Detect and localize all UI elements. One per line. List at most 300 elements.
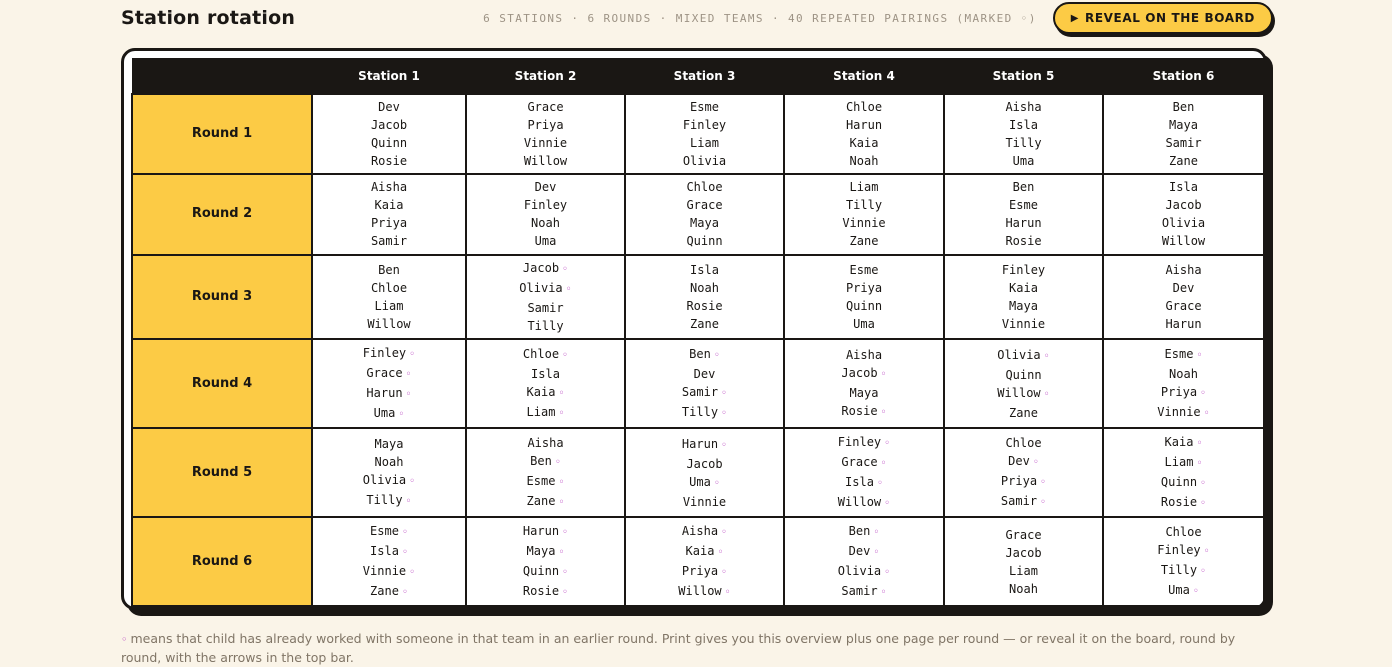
round-row [132,255,1264,340]
repeat-marker-icon: ◦ [1040,476,1047,488]
team-member [467,403,624,423]
child-name: Harun [1005,216,1042,231]
team-member [313,196,465,214]
team-cell [466,517,625,606]
repeat-marker-icon: ◦ [721,439,728,451]
team-member [467,178,624,196]
team-cell [625,174,784,254]
round-row [132,174,1264,254]
child-name: Samir [370,234,408,249]
team-cell [784,339,944,428]
team-cell [944,174,1103,254]
child-name: Uma [373,405,396,420]
round-label: Round 2 [132,174,312,254]
team-cell [784,517,944,606]
repeat-marker-icon: ◦ [1196,437,1203,449]
child-name: Ben [1012,180,1035,195]
team-cell [1103,517,1264,606]
team-cell [1103,255,1264,340]
team-member [467,152,624,170]
repeat-marker-icon: ◦ [554,456,561,468]
child-name: Harun [681,436,719,451]
team-member [1104,453,1263,473]
team-member [785,493,943,513]
round-row [132,339,1264,428]
child-name: Dev [848,543,871,558]
team-member [945,315,1102,333]
team-member [785,261,943,279]
team-member [467,434,624,452]
child-name: Willow [523,154,568,169]
child-name: Samir [1000,493,1038,508]
child-name: Noah [531,216,560,231]
child-name: Uma [853,316,875,331]
child-name: Noah [374,454,404,469]
child-name: Vinnie [523,136,568,151]
team-member [313,279,465,297]
team-member [785,196,943,214]
child-name: Maya [374,436,404,451]
team-member [467,299,624,317]
child-name: Priya [1000,473,1038,488]
team-member [945,116,1102,134]
child-name: Aisha [370,180,408,195]
child-name: Priya [370,216,408,231]
team-member [626,178,783,196]
team-member [467,134,624,152]
child-name: Grace [1165,298,1202,313]
child-name: Chloe [522,346,560,361]
team-member [626,134,783,152]
team-member [1104,315,1263,333]
repeat-marker-icon: ◦ [401,526,408,538]
child-name: Zane [1169,154,1198,169]
child-name: Maya [1009,298,1038,313]
team-member [945,544,1102,562]
child-name: Samir [1165,136,1202,151]
child-name: Aisha [1165,262,1202,277]
repeat-marker-icon: ◦ [562,349,569,361]
repeat-marker-icon: ◦ [721,526,728,538]
team-member [945,98,1102,116]
team-member [467,492,624,512]
child-name: Kaia [1164,434,1194,449]
repeat-marker-icon: ◦ [876,477,883,489]
team-member [313,178,465,196]
team-member [945,297,1102,315]
team-member [785,178,943,196]
team-member [626,232,783,250]
team-cell [466,428,625,517]
team-member [785,134,943,152]
team-member [626,493,783,511]
child-name: Uma [1168,582,1190,597]
child-name: Maya [526,543,556,558]
team-member [467,232,624,250]
child-name: Kaia [374,198,404,213]
team-member [313,134,465,152]
child-name: Tilly [1160,562,1198,577]
team-member [313,214,465,232]
team-member [785,522,943,542]
team-cell [625,428,784,517]
reveal-button-label: REVEAL ON THE BOARD [1085,11,1255,25]
team-cell [312,255,466,340]
team-member [945,261,1102,279]
repeat-marker-icon: ◦ [405,495,412,507]
child-name: Isla [1009,118,1038,133]
child-name: Grace [841,454,878,469]
child-name: Jacob [522,260,560,275]
child-name: Rosie [370,154,408,169]
repeat-marker-icon: ◦ [880,586,887,598]
repeat-marker-icon: ◦ [558,387,565,399]
team-member [945,134,1102,152]
team-member [467,562,624,582]
child-name: Isla [1169,180,1198,195]
team-member [1104,493,1263,513]
team-member [1104,152,1263,170]
child-name: Quinn [1005,367,1042,382]
child-name: Uma [534,234,557,249]
child-name: Vinnie [682,494,727,509]
team-member [945,214,1102,232]
child-name: Dev [534,180,557,195]
child-name: Isla [690,262,719,277]
child-name: Harun [366,385,403,400]
repeat-marker-icon: ◦ [873,546,880,558]
repeat-marker-icon: ◦ [721,407,728,419]
repeat-marker-icon: ◦ [1200,477,1207,489]
team-cell [625,94,784,174]
team-cell [625,255,784,340]
team-member [1104,403,1263,423]
child-name: Willow [678,583,722,598]
team-cell [784,428,944,517]
team-member [785,116,943,134]
team-member [945,346,1102,366]
child-name: Rosie [686,298,723,313]
repeat-marker-icon: ◦ [1203,545,1210,557]
child-name: Noah [1009,581,1038,596]
team-member [626,116,783,134]
child-name: Dev [693,366,716,381]
repeat-marker-icon: ◦ [1200,565,1207,577]
child-name: Zane [690,316,719,331]
child-name: Ben [378,262,400,277]
repeat-marker-icon: ◦ [562,586,569,598]
team-member [467,365,624,383]
child-name: Tilly [527,318,564,333]
child-name: Willow [1161,234,1206,249]
child-name: Finley [1157,542,1201,557]
team-cell [625,339,784,428]
team-member [626,345,783,365]
round-row [132,428,1264,517]
team-member [1104,98,1263,116]
repeat-marker-icon: ◦ [405,388,412,400]
team-member [1104,581,1263,601]
team-member [313,384,465,404]
team-member [313,404,465,424]
team-member [467,345,624,365]
repeat-marker-icon: ◦ [880,457,887,469]
round-row [132,517,1264,606]
team-member [313,315,465,333]
repeat-marker-icon: ◦ [1196,349,1203,361]
team-member [313,261,465,279]
header-row [132,59,1264,95]
repeat-marker-icon: ◦ [713,349,720,361]
team-member [467,116,624,134]
repeat-marker-icon: ◦ [558,407,565,419]
team-member [313,152,465,170]
child-name: Esme [690,100,719,115]
team-member [1104,178,1263,196]
child-name: Jacob [1165,198,1202,213]
child-name: Maya [1169,118,1198,133]
team-member [785,315,943,333]
child-name: Esme [370,523,399,538]
team-cell [1103,339,1264,428]
child-name: Esme [526,473,556,488]
team-member [1104,523,1263,541]
child-name: Liam [690,136,719,151]
team-member [467,317,624,335]
child-name: Noah [690,280,719,295]
team-member [1104,383,1263,403]
top-bar-right [483,2,1273,34]
repeat-marker-icon: ◦ [398,408,405,420]
team-member [313,562,465,582]
team-member [945,366,1102,384]
team-member [626,196,783,214]
team-member [1104,214,1263,232]
repeat-marker-icon: ◦ [1032,456,1039,468]
team-member [785,279,943,297]
child-name: Willow [837,494,882,509]
team-cell [944,94,1103,174]
child-name: Olivia [837,563,882,578]
team-member [785,346,943,364]
repeat-marker-icon: ◦ [409,475,416,487]
child-name: Finley [523,198,568,213]
team-member [785,433,943,453]
station-header: Station 4 [784,59,944,95]
team-member [1104,365,1263,383]
page-title: Station rotation [121,7,296,29]
round-label: Round 6 [132,517,312,606]
rotation-grid [132,94,1264,606]
play-icon: ▶ [1070,12,1080,24]
child-name: Harun [845,118,883,133]
team-member [945,152,1102,170]
team-member [1104,297,1263,315]
child-name: Finley [682,118,727,133]
team-member [626,562,783,582]
team-member [785,562,943,582]
legend-note [121,630,1271,667]
team-member [313,297,465,315]
repeat-marker-icon: ◦ [409,566,416,578]
team-member [945,232,1102,250]
team-member [313,453,465,471]
repeat-marker-icon: ◦ [401,586,408,598]
child-name: Quinn [686,234,723,249]
child-name: Jacob [841,365,878,380]
team-member [1104,196,1263,214]
team-cell [312,174,466,254]
repeat-marker-icon: ◦ [717,546,724,558]
team-cell [784,94,944,174]
team-member [785,98,943,116]
team-cell [312,428,466,517]
reveal-on-board-button[interactable] [1053,2,1273,34]
child-name: Liam [1164,454,1194,469]
team-member [467,452,624,472]
team-cell [466,255,625,340]
team-member [945,472,1102,492]
child-name: Uma [1012,154,1035,169]
team-member [785,297,943,315]
round-label: Round 1 [132,94,312,174]
team-member [313,116,465,134]
team-member [785,582,943,602]
child-name: Rosie [1005,234,1042,249]
child-name: Finley [1001,262,1046,277]
child-name: Aisha [527,435,564,450]
child-name: Samir [527,300,564,315]
child-name: Ben [848,523,871,538]
team-member [467,582,624,602]
team-member [945,526,1102,544]
repeat-marker-icon: ◦ [721,387,728,399]
repeat-marker-icon: ◦ [1043,350,1050,362]
team-cell [466,174,625,254]
team-member [1104,279,1263,297]
repeat-marker-icon: ◦ [558,476,565,488]
child-name: Olivia [519,280,563,295]
team-cell [1103,428,1264,517]
team-cell [944,339,1103,428]
child-name: Olivia [362,472,407,487]
station-header: Station 3 [625,59,784,95]
repeat-marker-icon: ◦ [884,497,891,509]
team-member [1104,561,1263,581]
repeat-marker-icon: ◦ [873,526,880,538]
child-name: Ben [1172,100,1195,115]
team-member [785,232,943,250]
team-member [785,152,943,170]
team-member [467,472,624,492]
child-name: Jacob [370,118,408,133]
child-name: Olivia [682,154,727,169]
child-name: Quinn [1160,474,1198,489]
child-name: Zane [1009,405,1038,420]
round-row [132,94,1264,174]
child-name: Jacob [686,456,723,471]
child-name: Rosie [522,583,560,598]
team-member [313,491,465,511]
team-cell [784,255,944,340]
team-member [785,402,943,422]
child-name: Ben [530,453,552,468]
team-cell [784,174,944,254]
child-name: Vinnie [1001,316,1046,331]
team-member [626,297,783,315]
team-member [785,542,943,562]
child-name: Vinnie [842,216,886,231]
team-member [1104,261,1263,279]
child-name: Jacob [1005,545,1042,560]
child-name: Priya [1160,384,1198,399]
child-name: Quinn [370,136,408,151]
round-label: Round 5 [132,428,312,517]
team-cell [625,517,784,606]
child-name: Harun [522,523,560,538]
child-name: Finley [837,434,882,449]
team-cell [312,94,466,174]
child-name: Kaia [849,136,879,151]
station-header: Station 1 [312,59,466,95]
repeat-marker-icon: ◦ [558,546,565,558]
team-cell [944,428,1103,517]
child-name: Grace [1005,527,1042,542]
team-cell [1103,94,1264,174]
team-member [626,214,783,232]
child-name: Noah [1169,366,1198,381]
child-name: Maya [690,216,719,231]
child-name: Tilly [366,492,403,507]
round-label: Round 4 [132,339,312,428]
child-name: Willow [997,385,1041,400]
team-member [626,315,783,333]
team-member [945,178,1102,196]
child-name: Willow [367,316,411,331]
child-name: Kaia [526,384,556,399]
team-member [945,384,1102,404]
team-member [467,214,624,232]
team-member [626,279,783,297]
child-name: Aisha [681,523,719,538]
child-name: Isla [370,543,399,558]
child-name: Harun [1165,316,1202,331]
team-member [626,455,783,473]
child-name: Quinn [845,298,883,313]
team-member [626,403,783,423]
child-name: Liam [374,298,404,313]
team-member [467,98,624,116]
team-member [467,259,624,279]
team-member [1104,232,1263,250]
station-header: Station 2 [466,59,625,95]
repeat-marker-icon: ◦ [1203,407,1210,419]
station-header: Station 6 [1103,59,1264,95]
child-name: Chloe [845,100,883,115]
child-name: Vinnie [362,563,407,578]
child-name: Grace [366,365,403,380]
team-member [785,214,943,232]
corner-header [132,59,312,95]
rotation-board [121,48,1267,610]
team-member [313,232,465,250]
team-member [945,404,1102,422]
child-name: Aisha [845,347,883,362]
child-name: Kaia [1009,280,1038,295]
child-name: Esme [1009,198,1038,213]
repeat-marker-icon: ◦ [1040,496,1047,508]
child-name: Chloe [1165,524,1202,539]
